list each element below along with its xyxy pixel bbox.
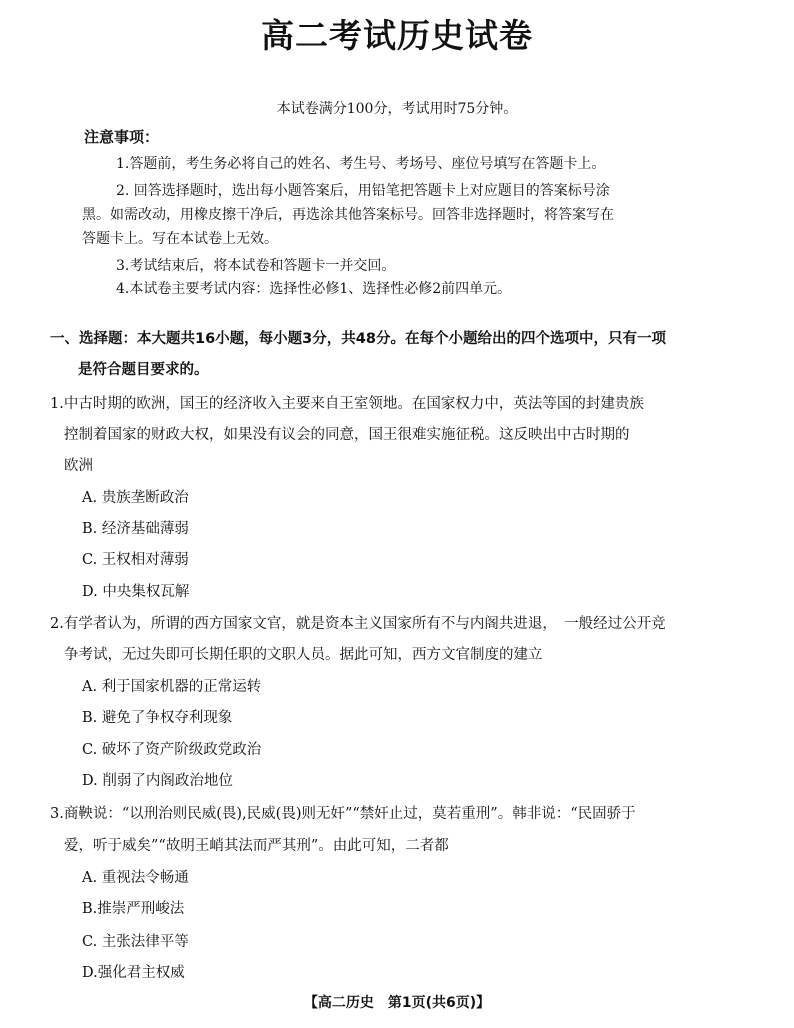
option-d: D. 中央集权瓦解 — [82, 584, 190, 600]
option-d: D.强化君主权威 — [82, 965, 185, 981]
notice-line: 1.答题前，考生务必将自己的姓名、考生号、考场号、座位号填写在答题卡上。 — [116, 156, 606, 172]
question-text: 1.中古时期的欧洲，国王的经济收入主要来自王室领地。在国家权力中，英法等国的封建贵族 — [50, 396, 644, 412]
option-c: C. 破坏了资产阶级政党政治 — [82, 742, 262, 758]
question-text: 爱，听于威矣”“故明王峭其法而严其刑”。由此可知，二者都 — [64, 838, 449, 854]
notice-line: 2. 回答选择题时，选出每小题答案后，用铅笔把答题卡上对应题目的答案标号涂 — [116, 183, 610, 199]
option-d: D. 削弱了内阁政治地位 — [82, 773, 233, 789]
option-a: A. 重视法令畅通 — [82, 870, 189, 886]
option-b: B. 经济基础薄弱 — [82, 521, 189, 537]
notice-heading: 注意事项： — [84, 128, 160, 146]
question-text: 控制着国家的财政大权，如果没有议会的同意，国王很难实施征税。这反映出中古时期的 — [64, 427, 630, 443]
section-heading-continued: 是符合题目要求的。 — [78, 362, 209, 378]
option-c: C. 主张法律平等 — [82, 934, 189, 950]
option-a: A. 贵族垄断政治 — [82, 490, 189, 506]
exam-info: 本试卷满分100分，考试用时75分钟。 — [276, 101, 518, 117]
option-a: A. 利于国家机器的正常运转 — [82, 679, 262, 695]
question-text: 3.商鞅说：“以刑治则民威(畏),民威(畏)则无奸”“禁奸止过，莫若重刑”。韩非说：“民固骄于 — [50, 806, 636, 822]
notice-line: 黑。如需改动，用橡皮擦干净后，再选涂其他答案标号。回答非选择题时，将答案写在 — [82, 207, 614, 223]
option-b: B.推崇严刑峻法 — [82, 901, 185, 917]
page-footer: 【高二历史 第1页(共6页)】 — [303, 995, 491, 1011]
page-title: 高二考试历史试卷 — [261, 16, 533, 55]
question-text: 欧洲 — [64, 458, 93, 474]
notice-line: 答题卡上。写在本试卷上无效。 — [82, 231, 278, 247]
option-c: C. 王权相对薄弱 — [82, 552, 189, 568]
option-b: B. 避免了争权夺利现象 — [82, 710, 233, 726]
question-text: 2.有学者认为，所谓的西方国家文官，就是资本主义国家所有不与内阁共进退， 一般经过公开竞 — [50, 616, 666, 632]
notice-line: 3.考试结束后，将本试卷和答题卡一并交回。 — [116, 258, 396, 274]
question-text: 争考试，无过失即可长期任职的文职人员。据此可知，西方文官制度的建立 — [64, 647, 543, 663]
notice-line: 4.本试卷主要考试内容：选择性必修1、选择性必修2前四单元。 — [116, 281, 512, 297]
section-heading: 一、选择题：本大题共16小题，每小题3分，共48分。在每个小题给出的四个选项中，只有一项 — [50, 331, 666, 347]
